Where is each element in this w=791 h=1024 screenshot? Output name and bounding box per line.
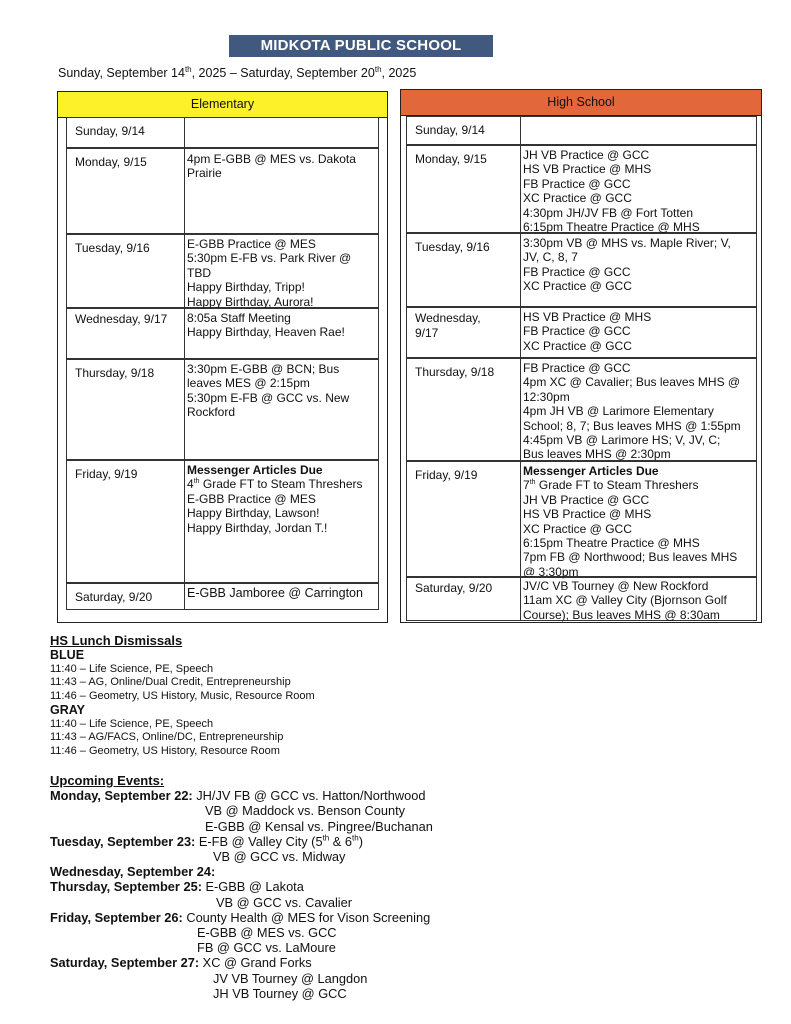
upcoming-day: Wednesday, September 24:: [50, 864, 216, 880]
events: [185, 461, 378, 582]
event-line: JV, C, 8, 7: [523, 250, 578, 265]
lunch-item: 11:46 – Geometry, US History, Music, Resource Room: [50, 689, 315, 702]
event-line: FB Practice @ GCC: [523, 264, 631, 279]
elem-row-wednesday: [66, 308, 379, 359]
lunch-dismissals: [50, 633, 315, 759]
event-line: 11am XC @ Valley City (Bjornson Golf: [523, 593, 727, 608]
event-line: HS VB Practice @ MHS: [523, 507, 652, 522]
day-label: Saturday, 9/20: [67, 584, 185, 609]
event-line: FB Practice @ GCC: [523, 176, 631, 191]
event-line: 3:30pm VB @ MHS vs. Maple River; V,: [523, 236, 731, 250]
event-line: Messenger Articles Due: [187, 463, 323, 477]
events: [185, 149, 378, 233]
upcoming-line: JH VB Tourney @ GCC: [213, 985, 347, 1001]
event-line: XC Practice @ GCC: [523, 338, 632, 353]
upcoming-line: FB @ GCC vs. LaMoure: [197, 940, 336, 956]
day-label: Thursday, 9/18: [67, 360, 185, 459]
event-line: 6:15pm Theatre Practice @ MHS: [523, 536, 700, 551]
upcoming-line: VB @ Maddock vs. Benson County: [205, 803, 406, 819]
event-line: Happy Birthday, Lawson!: [187, 506, 320, 521]
upcoming-day: Monday, September 22: JH/JV FB @ GCC vs. Hatton/Northwood: [50, 788, 426, 804]
elem-row-sunday: [66, 117, 379, 148]
event-line: 4:30pm JH/JV FB @ Fort Totten: [523, 205, 694, 220]
event-line: E-GBB Practice @ MES: [187, 491, 316, 506]
event-line: leaves MES @ 2:15pm: [187, 376, 310, 391]
events: [185, 360, 378, 459]
event-line: 4pm JH VB @ Larimore Elementary: [523, 404, 714, 419]
hs-row-wednesday: [406, 307, 757, 358]
lunch-item: 11:43 – AG/FACS, Online/DC, Entrepreneurship: [50, 731, 284, 744]
day-label: Sunday, 9/14: [407, 117, 521, 144]
upcoming-line: E-GBB @ MES vs. GCC: [197, 925, 337, 941]
event-line: 5:30pm E-FB @ GCC vs. New: [187, 390, 350, 405]
day-label: Tuesday, 9/16: [67, 235, 185, 307]
day-label: Monday, 9/15: [67, 149, 185, 233]
upcoming-day: Thursday, September 25: E-GBB @ Lakota: [50, 879, 304, 895]
high-school-header: High School: [401, 90, 761, 116]
event-line: Happy Birthday, Tripp!: [187, 280, 305, 295]
day-label: Thursday, 9/18: [407, 359, 521, 460]
event-line: 8:05a Staff Meeting: [187, 311, 291, 325]
event-line: Rockford: [187, 405, 236, 420]
events: [521, 146, 756, 235]
event-line: 7th Grade FT to Steam Threshers: [523, 478, 699, 493]
day-label: Friday, 9/19: [407, 462, 521, 576]
day-label: Monday, 9/15: [407, 146, 521, 232]
event-line: E-GBB Jamboree @ Carrington: [187, 586, 363, 600]
hs-row-tuesday: [406, 233, 757, 307]
event-line: 4:45pm VB @ Larimore HS; V, JV, C;: [523, 433, 721, 448]
hs-row-sunday: [406, 116, 757, 145]
day-label: Wednesday, 9/17: [67, 309, 185, 358]
event-line: @ 3:30pm: [523, 564, 579, 579]
event-line: 3:30pm E-GBB @ BCN; Bus: [187, 362, 340, 376]
event-line: 4th Grade FT to Steam Threshers: [187, 477, 363, 492]
day-label: Sunday, 9/14: [67, 118, 185, 147]
lunch-item: 11:40 – Life Science, PE, Speech: [50, 717, 214, 730]
lunch-item: 11:46 – Geometry, US History, Resource Room: [50, 744, 280, 757]
events: [185, 235, 378, 307]
event-line: FB Practice @ GCC: [523, 361, 631, 375]
upcoming-day: Saturday, September 27: XC @ Grand Forks: [50, 955, 312, 971]
gray-label: GRAY: [50, 703, 85, 718]
upcoming-day: Friday, September 26: County Health @ MES for Vison Screening: [50, 909, 431, 925]
event-line: Happy Birthday, Heaven Rae!: [187, 325, 345, 340]
event-line: JH VB Practice @ GCC: [523, 148, 650, 162]
upcoming-title: Upcoming Events:: [50, 773, 165, 788]
elementary-table: [57, 91, 388, 623]
event-line: JH VB Practice @ GCC: [523, 492, 650, 507]
elem-row-monday: [66, 148, 379, 234]
event-line: Happy Birthday, Aurora!: [187, 294, 314, 309]
lunch-title: HS Lunch Dismissals: [50, 633, 183, 648]
events: [185, 118, 378, 147]
elem-row-tuesday: [66, 234, 379, 308]
event-line: Messenger Articles Due: [523, 464, 659, 478]
event-line: XC Practice @ GCC: [523, 521, 632, 536]
event-line: 6:15pm Theatre Practice @ MHS: [523, 220, 700, 235]
upcoming-line: E-GBB @ Kensal vs. Pingree/Buchanan: [205, 818, 433, 834]
upcoming-line: VB @ GCC vs. Midway: [213, 849, 346, 865]
day-label: Saturday, 9/20: [407, 578, 521, 620]
events: [521, 462, 756, 579]
event-line: 7pm FB @ Northwood; Bus leaves MHS: [523, 550, 738, 565]
event-line: JV/C VB Tourney @ New Rockford: [523, 579, 709, 593]
day-label: Wednesday, 9/17: [407, 308, 521, 357]
hs-row-saturday: [406, 577, 757, 621]
lunch-item: 11:43 – AG, Online/Dual Credit, Entrepreneurship: [50, 676, 291, 689]
hs-row-monday: [406, 145, 757, 233]
event-line: FB Practice @ GCC: [523, 324, 631, 339]
event-line: Prairie: [187, 166, 222, 181]
upcoming-line: VB @ GCC vs. Cavalier: [216, 894, 353, 910]
lunch-item: 11:40 – Life Science, PE, Speech: [50, 662, 214, 675]
event-line: 4pm XC @ Cavalier; Bus leaves MHS @: [523, 375, 741, 390]
upcoming-events: [50, 773, 433, 1001]
event-line: TBD: [187, 265, 211, 280]
event-line: Course); Bus leaves MHS @ 8:30am: [523, 607, 720, 622]
event-line: Happy Birthday, Jordan T.!: [187, 520, 328, 535]
upcoming-day: Tuesday, September 23: E-FB @ Valley City (5th & 6th): [50, 833, 363, 849]
events: [185, 309, 378, 358]
event-line: 5:30pm E-FB vs. Park River @: [187, 251, 352, 266]
event-line: XC Practice @ GCC: [523, 279, 632, 294]
event-line: School; 8, 7; Bus leaves MHS @ 1:55pm: [523, 418, 741, 433]
school-title: MIDKOTA PUBLIC SCHOOL: [229, 35, 493, 57]
hs-row-friday: [406, 461, 757, 577]
day-label: Friday, 9/19: [67, 461, 185, 582]
event-line: 12:30pm: [523, 389, 570, 404]
blue-label: BLUE: [50, 648, 85, 662]
elementary-header: Elementary: [58, 92, 387, 118]
events: [521, 234, 756, 306]
hs-row-thursday: [406, 358, 757, 461]
event-line: Bus leaves MHS @ 2:30pm: [523, 447, 671, 462]
elem-row-friday: [66, 460, 379, 583]
events: [521, 359, 756, 460]
day-label: Tuesday, 9/16: [407, 234, 521, 306]
events: [521, 308, 756, 357]
elem-row-thursday: [66, 359, 379, 460]
event-line: E-GBB Practice @ MES: [187, 237, 316, 251]
date-range: Sunday, September 14th, 2025 – Saturday, September 20th, 2025: [58, 65, 417, 81]
elem-row-saturday: [66, 583, 379, 610]
upcoming-line: JV VB Tourney @ Langdon: [213, 970, 368, 986]
event-line: XC Practice @ GCC: [523, 191, 632, 206]
event-line: HS VB Practice @ MHS: [523, 162, 652, 177]
events: [521, 578, 756, 620]
events: [521, 117, 756, 144]
events: [185, 584, 378, 609]
high-school-table: [400, 89, 762, 623]
event-line: 4pm E-GBB @ MES vs. Dakota: [187, 152, 356, 166]
event-line: HS VB Practice @ MHS: [523, 310, 652, 324]
